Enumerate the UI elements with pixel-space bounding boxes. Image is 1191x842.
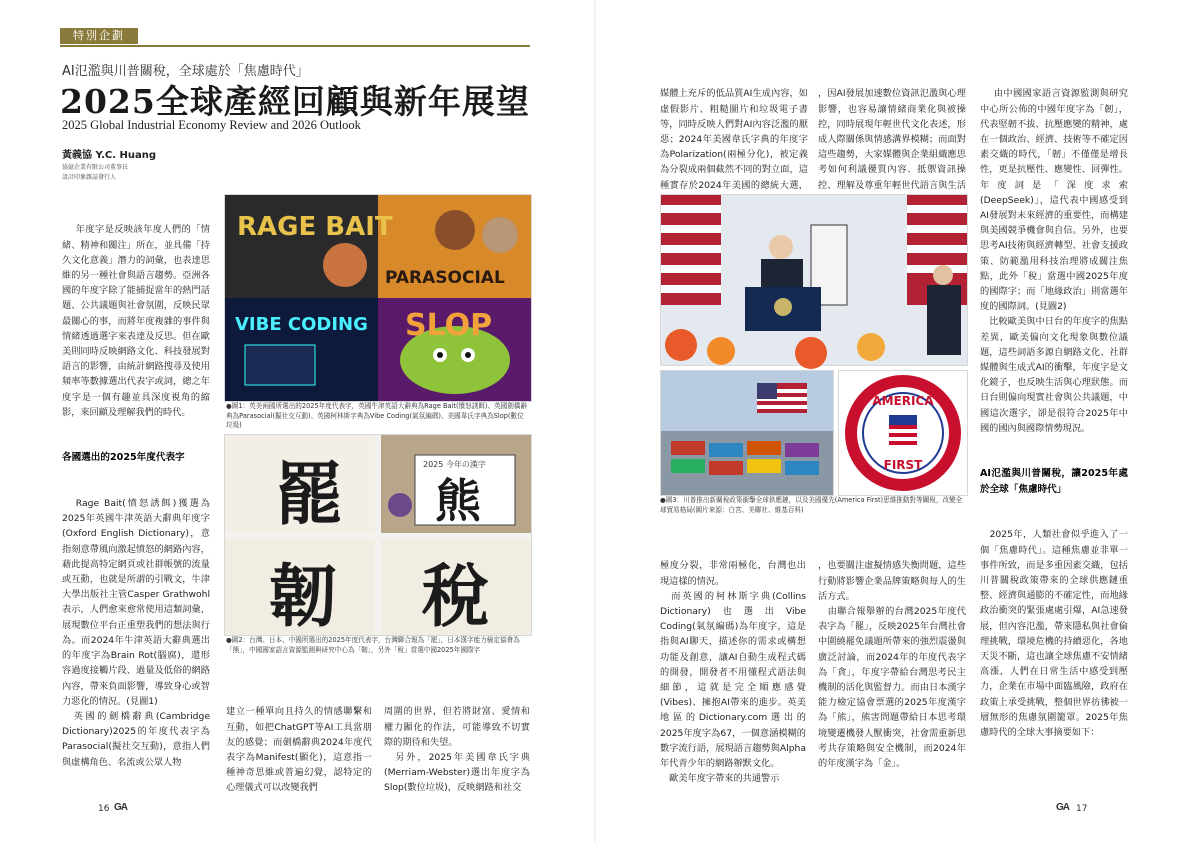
section-tag: 特別企劃 — [60, 28, 138, 44]
body-paragraph: ，因AI發展加速數位資訊氾濫與心理影響，也容易讓情緒商業化與被操控，同時展現年輕世代文化表述，形成人際關係與情感溝界模糊；而面對這些趨勢，大家媒體與企業組織應思考如何利議優質內容、抵禦資訊操控、理解及尊重年輕世代語言與生活 — [818, 88, 966, 191]
person-face — [435, 210, 475, 250]
press-event-photo — [661, 195, 967, 365]
left-column-3 — [384, 674, 530, 794]
body-paragraph: 建立一種單向且持久的情感聯繫和互動，如把ChatGPT等AI工具當朋友的感覺；而劍橋辭典2024年度代表字為Manifest(顯化)，這意指一種神奇思維或普遍幻覺，認特定的心理儀式可以改變我們 — [226, 706, 372, 794]
body-paragraph: Rage Bait(憤怒誘餌)獲選為2025年英國牛津英語大辭典年度字(Oxford English Dictionary)，意指刻意帶風向激起憤怒的網路內容，藉此提高特定網頁或社群帳號的流量或互動，也就是所謂的引戰文，牛津大學出版社主管Casper Grathwohl表示，人們愈來愈常使用這類詞彙，展現數位平台正重塑我們的想法與行為。而2024年牛津英語大辭典選出的年度字為Brain Rot(腦腐)，還形容過度接觸片段、過量及低俗的網路內容，帶來負面影響，導致身心或智力惡化的情況。(見圖1) 英國的劍橋辭典(Cambridge Dictionary)2025的年度代表字為Parasocial(擬社交互動)，意指人們與虛構角色、名流或公眾人物 — [62, 498, 210, 768]
container-7 — [747, 459, 781, 473]
right-column-1-bottom — [660, 528, 806, 786]
laptop-shape — [245, 345, 315, 385]
author-role-2: 設計印象雜誌發行人 — [62, 174, 117, 181]
figure-2-image — [224, 434, 532, 636]
container-1 — [671, 441, 705, 455]
flag-left — [661, 195, 721, 305]
page-number: 16 — [98, 804, 110, 814]
person-face-2 — [482, 217, 518, 253]
hardhat-3 — [795, 337, 827, 369]
article-subtitle: AI氾濫與川普關稅，全球處於「焦慮時代」 — [62, 64, 309, 79]
section-rule — [60, 45, 530, 47]
left-column-1 — [62, 192, 210, 784]
right-column-2-bottom — [818, 528, 966, 786]
author-name: 黃義協 Y.C. Huang — [62, 150, 156, 161]
section-heading-words: 各國選出的2025年度代表字 — [62, 452, 185, 464]
figure-1-image — [224, 194, 532, 402]
shield-icon — [889, 415, 917, 445]
author-role-1: 協億企業有限公司董事長 — [62, 164, 129, 171]
figure-3-main-image — [660, 194, 968, 366]
page-number: 17 — [1076, 804, 1088, 814]
speaker-head — [769, 235, 793, 259]
magazine-logo: GA — [1056, 802, 1069, 813]
intro-paragraph: 年度字是反映該年度人們的「情緒、精神和關注」所在，並具備「持久文化意義」潛力的詞彙，也表達思維的另一種社會與語言趨勢。亞洲各國的年度字除了能捕捉當年的熱門話題、公共議題與社會氛圍，反映民眾最關心的事，而將年度複雜的事件與情緒透過選字來表達及反思。但在歐美則同時反映網路文化、科技發展對語言的影響，由統計網路搜尋及使用頻率等數據選出代表字或詞，總之年度字是一個有趣並具深度視角的縮影，來回顧及理解我們的時代。 — [62, 224, 210, 418]
kanji-banner: 2025 今年の漢字 — [423, 460, 486, 469]
body-paragraph: ，也要關注虛擬情感失衡問題，這些行動將影響企業品牌策略與每人的生活方式。 由聯合報舉辦的台灣2025年度代表字為「罷」，反映2025年台灣社會中圍繞罷免議題所帶來的強烈震盪與廣泛討論，而2024年的年度代表字為「貪」，年度字帶給台灣思考民主機制的活化與監督力。而由日本漢字能力檢定協會票選的2025年度漢字為「熊」，熊害問題帶給日本思考環境變遷機發人獸衝突，社會需重新思考共存策略與安全機制，而2024年的年度漢字為「金」。 — [818, 560, 966, 770]
angry-face — [323, 243, 367, 287]
container-6 — [709, 461, 743, 475]
figure-3-badge-image — [838, 370, 968, 496]
figure-1-caption: ●圖1：英美兩國所選出的2025年度代表字，英國牛津英語大辭典為Rage Bait(憤怒誘餌)、英國劍橋辭典為Parasocial(擬社交互動)、英國柯林斯字典為Vibe Coding(氣氛編碼)、美國韋氏字典為Slop(數位垃圾) — [226, 402, 528, 429]
char-shui: 稅 — [421, 557, 490, 637]
container-4 — [785, 443, 819, 457]
container-8 — [785, 461, 819, 475]
char-ba: 罷 — [275, 455, 344, 535]
right-column-3 — [980, 56, 1128, 786]
hardhat-4 — [857, 333, 885, 361]
right-column-2-top — [818, 56, 966, 192]
body-paragraph: 媒體上充斥的低品質AI生成內容，如虛假影片、粗糙圖片和垃圾電子書等，同時反映人們對AI內容泛濫的厭惡；2024年美國韋氏字典的年度字為Polarization(兩極分化)，被定義為分裂成兩個截然不同的對立面，這種實存於2024年美國的總統大選， — [660, 88, 808, 191]
figure-2-caption: ●圖2：台灣、日本、中國所選出的2025年度代表字，台灣聯合報為「罷」，日本漢字能力檢定協會為「熊」，中國國家語言資源監測與研究中心為「韌」，另外「稅」當選中國2025年國際字 — [226, 636, 520, 654]
container-3 — [747, 441, 781, 455]
vibe-word: VIBE CODING — [235, 314, 368, 335]
right-page — [596, 0, 1191, 842]
badge-bottom-text: FIRST — [883, 458, 923, 472]
container-5 — [671, 459, 705, 473]
magazine-logo: GA — [114, 802, 127, 813]
rage-word: RAGE BAIT — [237, 212, 393, 242]
bystander-suit — [927, 285, 961, 355]
body-paragraph: 2025年，人類社會似乎進入了一個「焦慮時代」。這種焦慮並非單一事件所致，而是多重因素交織，包括川普關稅政策帶來的全球供應鏈重整、經濟與通膨的不確定性，而地緣政治衝突的緊張處處引爆，AI急速發展，但內容氾濫，帶來隱私與社會倫理挑戰，環境危機的持續惡化，各地天災不斷，這也讓全球焦慮不安情緒高漲，人們在日常生活中感受到壓力，企業在市場中面臨風險，政府在政策上承受挑戰，整個世界彷彿被一層無形的焦慮氛圍籠罩。2025年焦慮時代的全球大事摘要如下： — [980, 529, 1128, 738]
body-paragraph: 由中國國家語言資源監測與研究中心所公佈的中國年度字為「韌」，代表堅韌不拔、抗壓應變的精神，處在一個政治、經濟、技術等不確定因素交織的時代，「韌」不僅僅是增長性，更是抗壓性、應變性、回彈性。年度詞是「深度求索(DeepSeek)」，這代表中國感受到AI發展對未來經濟的重要性，而構建與美國競爭機會與自信。另外，也要思考AI技術與經濟轉型、社會支援政策、防範濫用科技治理將成關注焦點，此外「稅」當選中國2025年度的國際字；而「地緣政治」則當選年度的國際詞。(見圖2) 比較歐美與中日台的年度字的焦點差異，歐美偏向文化現象與數位議題，這些詞語多源自網路文化、社群媒體與生成式AI的衝擊，年度字是文化鏡子，也反映生活與心理狀態。而日台則偏向現實社會與公共議題，中國這次選字，卻是很符合2025年中國的國內與國際情勢現況。 — [980, 88, 1128, 434]
bystander-head — [933, 265, 953, 285]
badge-top-text: AMERICA — [872, 394, 934, 408]
left-column-2 — [226, 674, 372, 794]
words-collage — [225, 195, 531, 401]
section-heading-anxiety: AI氾濫與川普關稅，讓2025年處於全球「焦慮時代」 — [980, 468, 1128, 495]
figure-3-caption: ●圖3：川普推出新關稅政策衝擊全球供應鏈，以及美國優先(America First)思維推動對等關稅，改變全球貿易格局(圖片來源：白宮、美聯社、維基百科) — [660, 496, 963, 514]
parasocial-word: PARASOCIAL — [385, 268, 505, 288]
article-title-en: 2025 Global Industrial Economy Review and 2026 Outlook — [62, 118, 361, 132]
left-page — [0, 0, 595, 842]
container-2 — [709, 443, 743, 457]
right-column-1-top — [660, 56, 808, 192]
us-flag — [757, 383, 807, 413]
char-ren: 韌 — [269, 557, 338, 637]
hardhat-1 — [665, 329, 697, 361]
hardhat-2 — [707, 337, 735, 365]
monk-figure — [388, 493, 412, 517]
article-title: 2025全球產經回顧與新年展望 — [60, 82, 530, 121]
slop-word: SLOP — [405, 308, 493, 343]
figure-3-port-image — [660, 370, 834, 496]
podium-seal — [774, 298, 792, 316]
america-first-badge — [839, 371, 967, 495]
body-paragraph: 極度分裂，非常兩極化，台灣也出現這樣的情況。 而英國的柯林斯字典(Collins Dictionary)也選出Vibe Coding(氣氛編碼)為年度字，這是指與AI聊天，描述你的需求或構想功能及創意，讓AI自動生成程式碼的開發，開發者不用懂程式語法與細節，這就是完全順應感覺(Vibes)、擁抱AI帶來的進步。英美地區的Dictionary.com選出的2025年度字為67，一個意涵模糊的數字流行語，展現語言趨勢與Alpha年代青少年的網路辦默文化。 歐美年度字帶來的共通警示 — [660, 560, 806, 785]
char-xiong: 熊 — [435, 474, 481, 528]
body-paragraph: 周圍的世界，但若將財富、愛情和權力顯化的作法，可能導致不切實際的期待和失望。 另外，2025年美國韋氏字典(Merriam-Webster)選出年度字為Slop(數位垃圾)，反映網路和社交 — [384, 706, 530, 794]
port-photo — [661, 371, 833, 495]
